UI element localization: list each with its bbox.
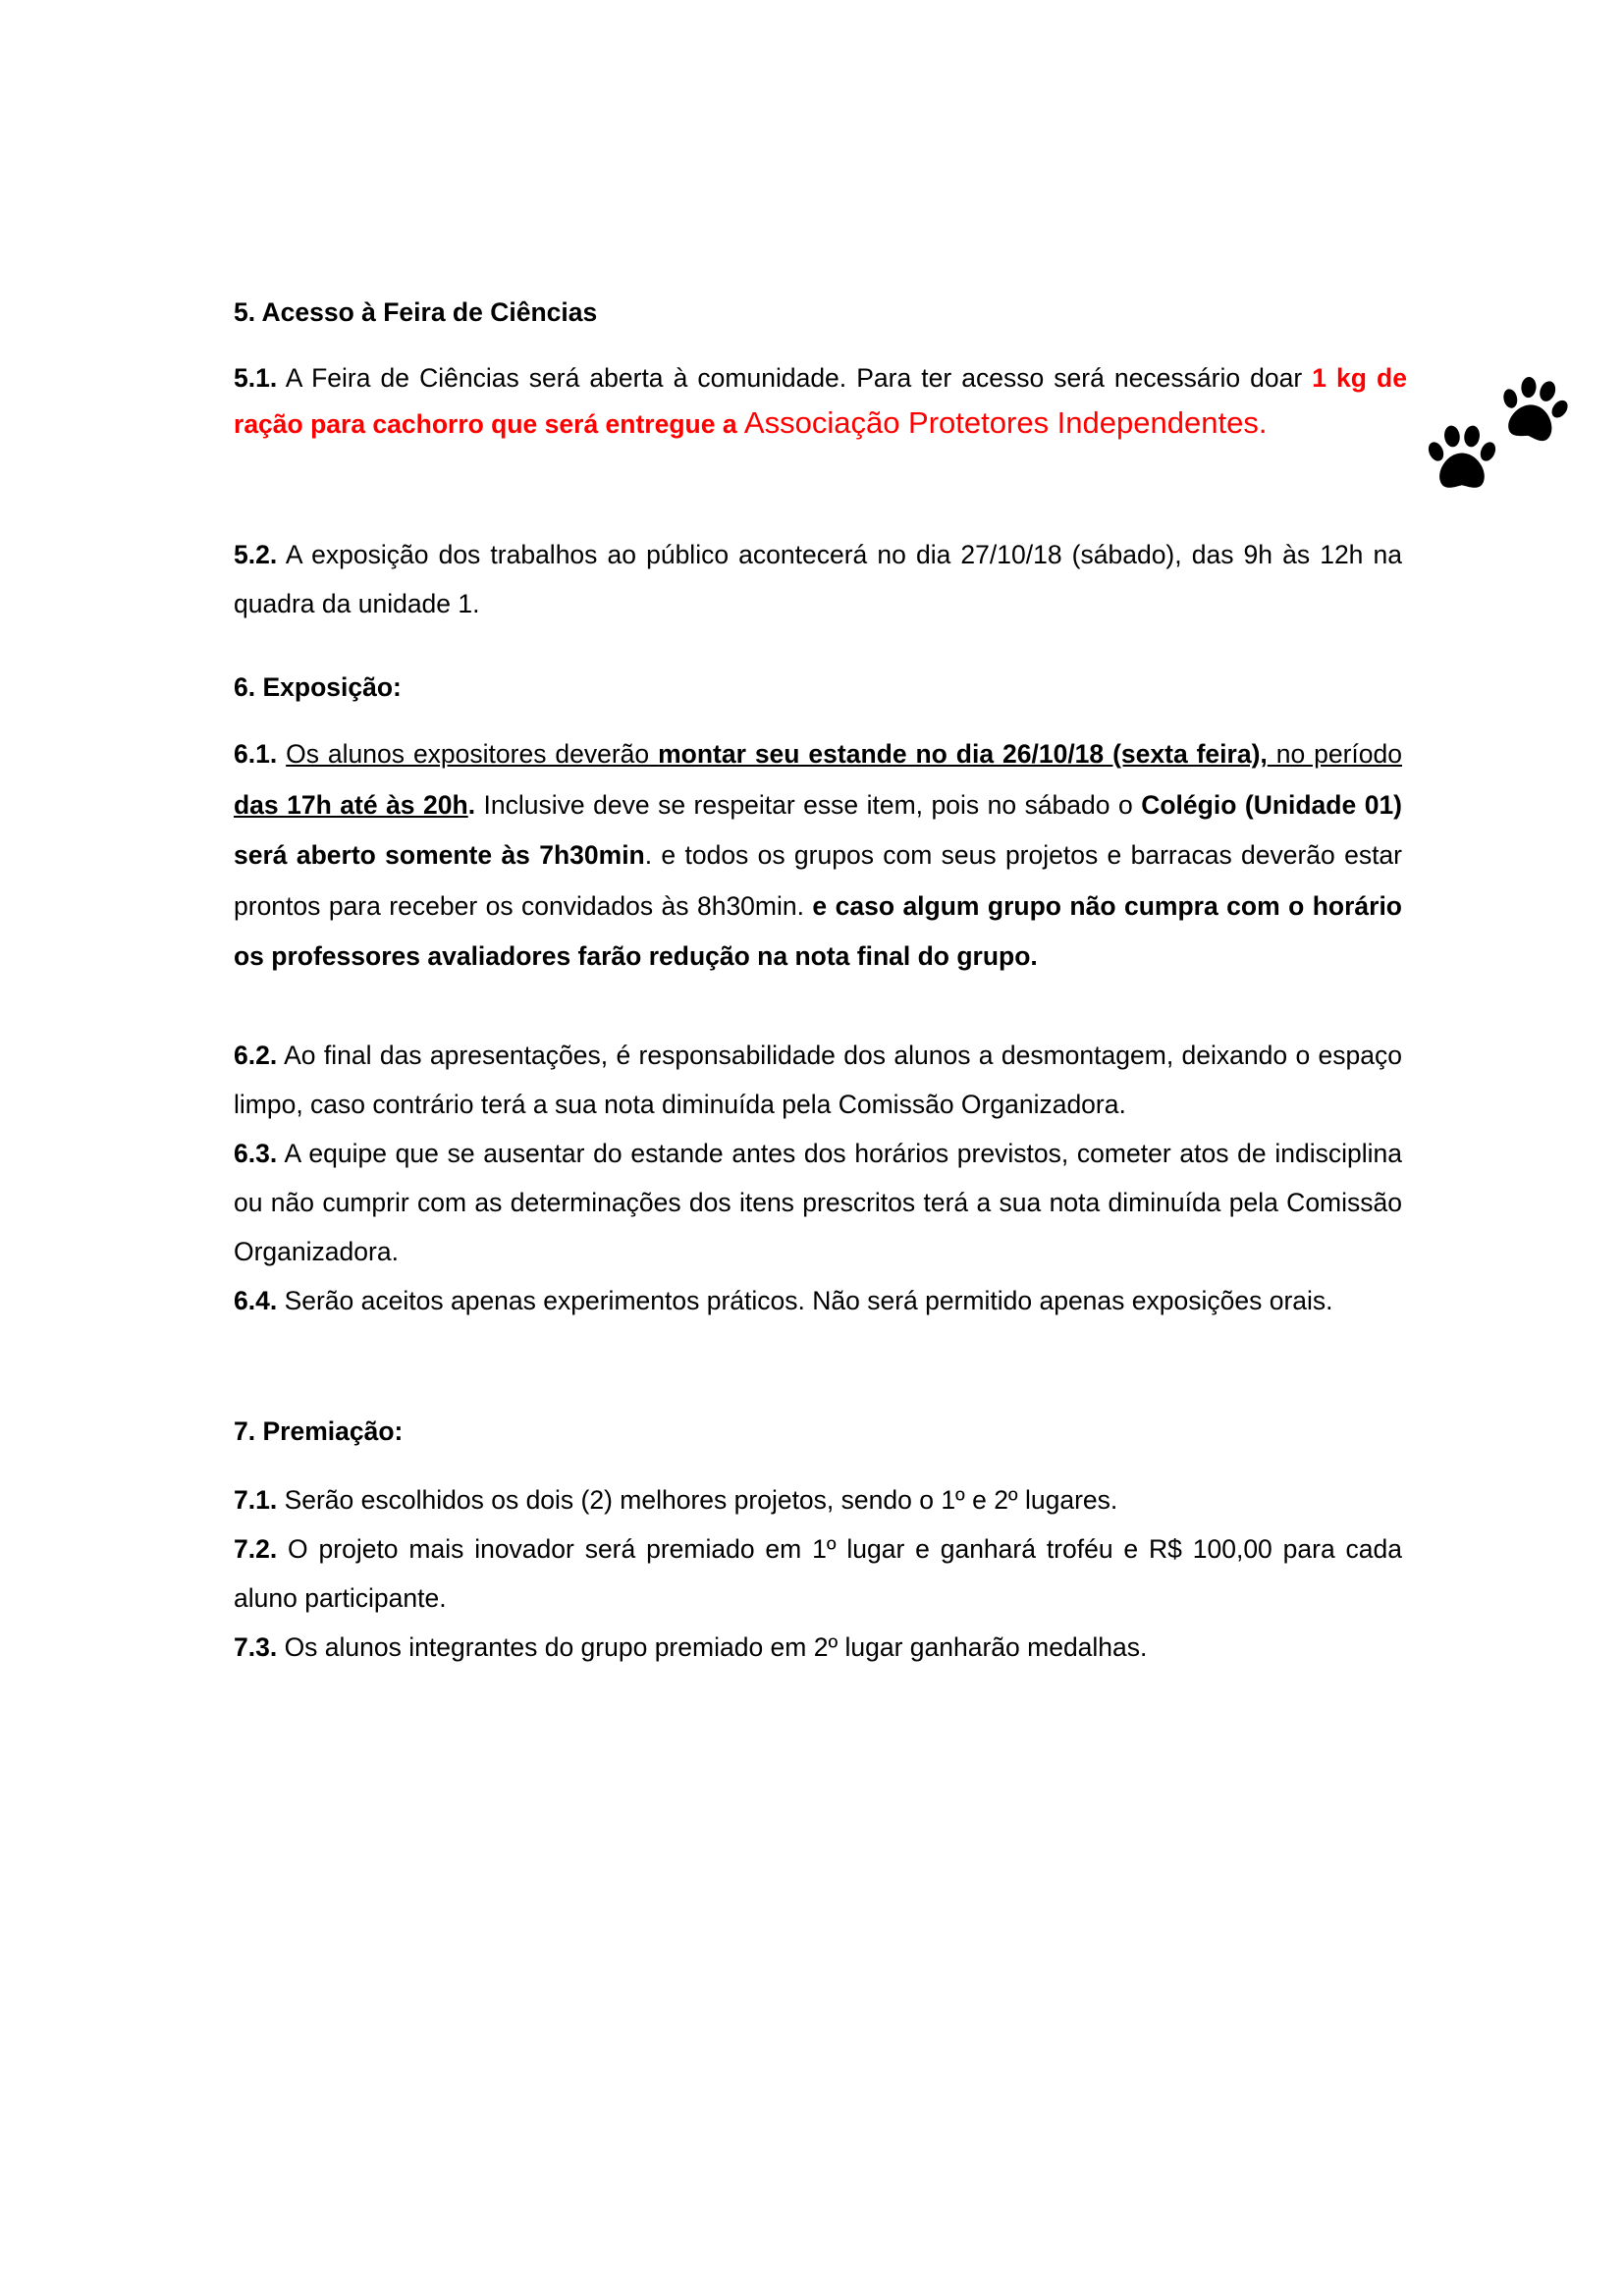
paragraph-text: A equipe que se ausentar do estande antes dos horários previstos, cometer atos de indisciplina ou não cumprir com as determinações dos itens prescritos terá a sua nota diminuída pela Comissão Organizadora. <box>234 1139 1402 1266</box>
paragraph-text: Serão aceitos apenas experimentos práticos. Não será permitido apenas exposições orais. <box>277 1286 1333 1315</box>
paragraph-text: Serão escolhidos os dois (2) melhores projetos, sendo o 1º e 2º lugares. <box>277 1485 1118 1515</box>
paragraph-5-2 <box>234 530 1402 628</box>
paragraph-5-1 <box>234 355 1407 447</box>
period: . <box>467 789 476 820</box>
section-7 <box>234 1407 1402 1456</box>
bold-underlined-text: das 17h até às 20h <box>234 789 468 820</box>
paragraph-number: 6.3. <box>234 1139 278 1168</box>
section-6 <box>234 663 1402 712</box>
paragraph-number: 7.2. <box>234 1534 278 1564</box>
paragraph-number: 6.4. <box>234 1286 278 1315</box>
paragraph-6-4 <box>234 1276 1402 1325</box>
paragraph-number: 5.2. <box>234 540 278 569</box>
paragraph-text: Os alunos integrantes do grupo premiado em 2º lugar ganharão medalhas. <box>277 1632 1148 1662</box>
bold-text: Colégio (Unidade 01) será aberto somente às 7h30min <box>234 789 1403 870</box>
paragraph-text: O projeto mais inovador será premiado em 1º lugar e ganhará troféu e R$ 100,00 para cada aluno participante. <box>234 1534 1402 1613</box>
section-5-heading: 5. Acesso à Feira de Ciências <box>234 297 598 327</box>
paragraph-6-3 <box>234 1129 1402 1276</box>
paragraphs-6-2-to-6-4 <box>234 1031 1402 1325</box>
paragraph-number: 7.1. <box>234 1485 278 1515</box>
underlined-text: Os alunos expositores deverão <box>286 739 659 769</box>
bold-text: e caso algum grupo não cumpra com o horário os professores avaliadores farão redução na nota final do grupo. <box>234 890 1402 971</box>
paragraph-6-2 <box>234 1031 1402 1129</box>
highlight-text-large: Associação Protetores Independentes. <box>743 405 1268 440</box>
section-5 <box>234 288 1402 337</box>
section-7-heading: 7. Premiação: <box>234 1416 404 1446</box>
paragraph-text: Ao final das apresentações, é responsabilidade dos alunos a desmontagem, deixando o espaço limpo, caso contrário terá a sua nota diminuída pela Comissão Organizadora. <box>234 1041 1402 1119</box>
underlined-text: no período <box>1267 739 1402 769</box>
paragraph-number: 6.1. <box>234 739 278 769</box>
bold-underlined-text: montar seu estande no dia 26/10/18 (sexta feira), <box>658 739 1268 769</box>
paragraph-text: A Feira de Ciências será aberta à comunidade. Para ter acesso será necessário doar <box>277 363 1313 393</box>
paragraph-6-1 <box>234 729 1402 983</box>
paragraphs-7-1-to-7-3 <box>234 1475 1402 1672</box>
paragraph-number: 5.1. <box>234 363 278 393</box>
paragraph-7-3 <box>234 1623 1402 1672</box>
paragraph-text: Inclusive deve se respeitar esse item, pois no sábado o <box>475 789 1142 820</box>
paragraph-text: A exposição dos trabalhos ao público acontecerá no dia 27/10/18 (sábado), das 9h às 12h na quadra da unidade 1. <box>234 540 1402 618</box>
highlight-text: 1 kg de ração para cachorro que será entregue a <box>234 363 1407 439</box>
paw-print-icon <box>1496 377 1571 444</box>
paragraph-number: 7.3. <box>234 1632 278 1662</box>
section-6-heading: 6. Exposição: <box>234 672 402 702</box>
paragraph-number: 6.2. <box>234 1041 278 1070</box>
paw-print-icon <box>1423 424 1501 493</box>
paragraph-7-1 <box>234 1475 1402 1524</box>
paragraph-7-2 <box>234 1524 1402 1623</box>
paragraph-text: . e todos os grupos com seus projetos e barracas deverão estar prontos para receber os convidados às 8h30min. <box>234 840 1402 921</box>
